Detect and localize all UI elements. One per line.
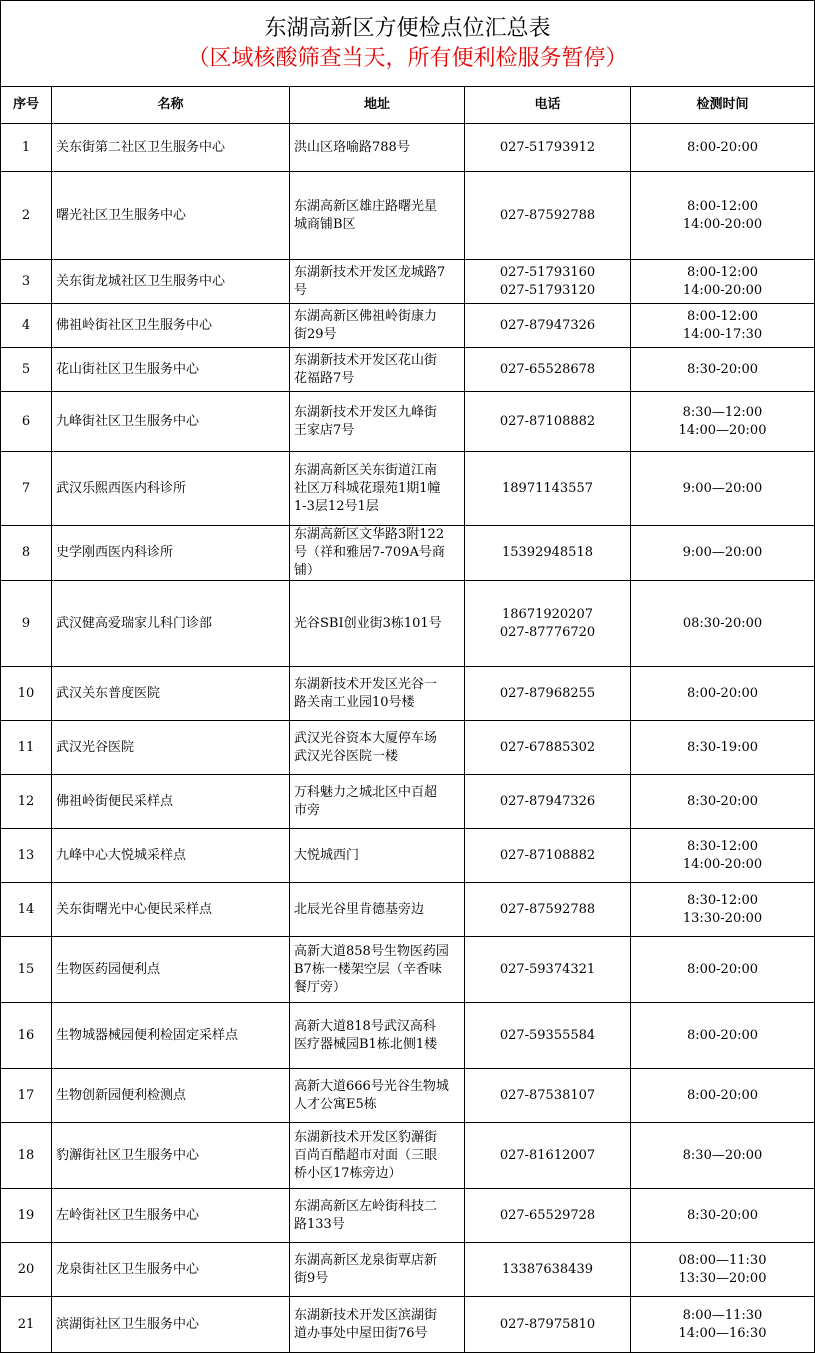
cell-time-line: 8:30-19:00 [686, 739, 759, 755]
cell-time-line: 9:00—20:00 [682, 545, 763, 560]
cell-address-line: 街29号 [294, 326, 337, 342]
cell-address-line: 武汉光谷资本大厦停车场 [294, 730, 438, 746]
cell-time-line: 13:30—20:00 [678, 1270, 767, 1286]
cell-no: 8 [1, 526, 52, 581]
table-row [1, 1243, 815, 1297]
cell-address [290, 304, 465, 348]
cell-time [631, 937, 815, 1003]
cell-time [631, 348, 815, 392]
cell-address-line: 高新大道818号武汉高科 [294, 1018, 436, 1034]
table-row [1, 1069, 815, 1123]
cell-time [631, 775, 815, 829]
cell-time [631, 721, 815, 775]
cell-time-line: 14:00—16:30 [678, 1325, 767, 1341]
cell-address-line: 1-3层12号1层 [294, 498, 379, 514]
cell-phone-line: 027-87776720 [499, 624, 596, 640]
cell-no: 3 [1, 260, 52, 304]
cell-phone [465, 172, 631, 260]
cell-name: 武汉光谷医院 [52, 721, 290, 775]
header-no: 序号 [1, 87, 52, 124]
table-row [1, 304, 815, 348]
table-row [1, 124, 815, 172]
cell-address-line: 王家店7号 [294, 422, 355, 438]
cell-address-line: 洪山区珞喻路788号 [294, 139, 410, 155]
cell-time [631, 883, 815, 937]
cell-time-line: 8:30—12:00 [682, 404, 763, 420]
cell-no: 12 [1, 775, 52, 829]
cell-address-line: 东湖新技术开发区九峰街 [294, 404, 438, 420]
cell-address-line: 路关南工业园10号楼 [294, 694, 415, 710]
table-row [1, 392, 815, 452]
cell-address-line: 东湖新技术开发区花山街 [294, 352, 438, 368]
cell-phone-line: 027-87968255 [499, 685, 596, 701]
cell-address-line: 东湖高新区关东街道江南 [294, 462, 438, 478]
cell-no: 1 [1, 124, 52, 172]
testing-sites-table [0, 86, 815, 1353]
header-row [1, 87, 815, 124]
cell-time-line: 8:00—11:30 [682, 1307, 763, 1323]
cell-no: 15 [1, 937, 52, 1003]
cell-name: 关东街龙城社区卫生服务中心 [52, 260, 290, 304]
cell-phone [465, 1123, 631, 1189]
cell-phone-line: 027-87538107 [499, 1087, 596, 1103]
table-row [1, 829, 815, 883]
table-row [1, 1123, 815, 1189]
table-row [1, 937, 815, 1003]
cell-address [290, 1297, 465, 1353]
cell-time-line: 14:00-20:00 [682, 856, 763, 872]
cell-name: 生物城器械园便利检固定采样点 [52, 1003, 290, 1069]
cell-phone [465, 392, 631, 452]
cell-time-line: 8:30-12:00 [686, 892, 759, 908]
cell-phone [465, 1189, 631, 1243]
cell-name: 关东街曙光中心便民采样点 [52, 883, 290, 937]
cell-time-line: 9:00—20:00 [682, 480, 763, 496]
cell-no: 6 [1, 392, 52, 452]
cell-name: 生物医药园便利点 [52, 937, 290, 1003]
cell-phone [465, 667, 631, 721]
cell-name: 武汉健高爱瑞家儿科门诊部 [52, 581, 290, 667]
cell-address-line: 人才公寓E5栋 [294, 1096, 377, 1112]
cell-name: 九峰中心大悦城采样点 [52, 829, 290, 883]
table-row [1, 667, 815, 721]
cell-name: 关东街第二社区卫生服务中心 [52, 124, 290, 172]
cell-address-line: 百尚百酷超市对面（三眼 [294, 1147, 438, 1163]
cell-address [290, 124, 465, 172]
cell-time-line: 08:00—11:30 [678, 1252, 767, 1268]
cell-time [631, 667, 815, 721]
cell-phone-line: 027-51793912 [499, 139, 596, 155]
cell-time-line: 8:00-12:00 [686, 308, 759, 324]
cell-phone-line: 027-59355584 [499, 1027, 596, 1043]
cell-address-line: 餐厅旁） [294, 979, 347, 995]
cell-name: 花山街社区卫生服务中心 [52, 348, 290, 392]
cell-time-line: 8:00-12:00 [686, 264, 759, 280]
cell-address-line: 号 [294, 282, 308, 298]
cell-time [631, 172, 815, 260]
cell-phone [465, 775, 631, 829]
cell-name: 武汉关东普度医院 [52, 667, 290, 721]
cell-time-line: 8:30-20:00 [686, 793, 759, 809]
cell-time [631, 1297, 815, 1353]
header-time: 检测时间 [631, 87, 815, 124]
cell-name: 佛祖岭街社区卫生服务中心 [52, 304, 290, 348]
cell-time-line: 8:30-12:00 [686, 838, 759, 854]
cell-no: 19 [1, 1189, 52, 1243]
cell-time [631, 260, 815, 304]
cell-address-line: 东湖高新区左岭街科技二 [294, 1198, 438, 1214]
table-row [1, 452, 815, 526]
cell-no: 17 [1, 1069, 52, 1123]
cell-address-line: 东湖高新区佛祖岭街康力 [294, 308, 438, 324]
cell-phone [465, 1243, 631, 1297]
cell-address-line: 花福路7号 [294, 370, 355, 386]
cell-address [290, 260, 465, 304]
cell-no: 7 [1, 452, 52, 526]
table-row [1, 581, 815, 667]
cell-phone-line: 027-87592788 [499, 901, 596, 917]
cell-phone [465, 348, 631, 392]
cell-address-line: 东湖新技术开发区滨湖街 [294, 1307, 438, 1323]
cell-phone-line: 027-81612007 [499, 1147, 596, 1163]
header-name: 名称 [52, 87, 290, 124]
cell-address-line: 北辰光谷里肯德基旁边 [294, 901, 425, 917]
cell-no: 11 [1, 721, 52, 775]
cell-name: 武汉乐熙西医内科诊所 [52, 452, 290, 526]
cell-address-line: 市旁 [294, 802, 321, 818]
cell-address [290, 775, 465, 829]
table-row [1, 775, 815, 829]
cell-time-line: 14:00—20:00 [678, 422, 767, 438]
cell-time [631, 581, 815, 667]
cell-address-line: 东湖高新区雄庄路曙光星 [294, 198, 438, 214]
cell-time-line: 8:00-20:00 [686, 961, 759, 977]
cell-time-line: 14:00-17:30 [682, 326, 763, 342]
cell-time [631, 1069, 815, 1123]
cell-phone-line: 027-65528678 [499, 361, 596, 377]
cell-time-line: 8:00-20:00 [686, 139, 759, 155]
cell-time-line: 8:30—20:00 [682, 1147, 763, 1163]
table-row [1, 526, 815, 581]
cell-phone-line: 027-51793120 [499, 282, 596, 298]
cell-phone-line: 027-67885302 [499, 739, 596, 755]
cell-name: 滨湖街社区卫生服务中心 [52, 1297, 290, 1353]
cell-phone [465, 883, 631, 937]
table-row [1, 1189, 815, 1243]
cell-address [290, 1189, 465, 1243]
cell-time [631, 124, 815, 172]
cell-phone-line: 027-65529728 [499, 1207, 596, 1223]
table-body [1, 124, 815, 1353]
cell-phone-line: 027-87947326 [499, 793, 596, 809]
cell-time [631, 829, 815, 883]
cell-phone-line: 027-87108882 [499, 413, 596, 429]
cell-time [631, 1123, 815, 1189]
cell-no: 2 [1, 172, 52, 260]
cell-address [290, 348, 465, 392]
table-row [1, 883, 815, 937]
cell-phone-line: 027-51793160 [499, 264, 596, 280]
cell-address-line: 铺） [294, 563, 321, 578]
cell-time-line: 8:30-20:00 [686, 1207, 759, 1223]
cell-address-line: 高新大道858号生物医药园 [294, 943, 449, 959]
cell-address [290, 1123, 465, 1189]
cell-phone [465, 1003, 631, 1069]
cell-no: 5 [1, 348, 52, 392]
cell-address [290, 526, 465, 581]
cell-phone [465, 304, 631, 348]
cell-time-line: 08:30-20:00 [682, 615, 763, 631]
cell-name: 史学刚西医内科诊所 [52, 526, 290, 581]
cell-time-line: 8:00-20:00 [686, 685, 759, 701]
cell-no: 9 [1, 581, 52, 667]
cell-address [290, 667, 465, 721]
cell-address [290, 1243, 465, 1297]
cell-name: 左岭街社区卫生服务中心 [52, 1189, 290, 1243]
cell-address [290, 721, 465, 775]
cell-time-line: 14:00-20:00 [682, 282, 763, 298]
cell-no: 21 [1, 1297, 52, 1353]
cell-phone [465, 937, 631, 1003]
cell-address [290, 452, 465, 526]
cell-address-line: 万科魅力之城北区中百超 [294, 784, 438, 800]
cell-time-line: 8:00-20:00 [686, 1027, 759, 1043]
cell-address [290, 172, 465, 260]
cell-name: 生物创新园便利检测点 [52, 1069, 290, 1123]
cell-address-line: 医疗器械园B1栋北侧1楼 [294, 1036, 438, 1052]
table-row [1, 260, 815, 304]
cell-address-line: B7栋一楼架空层（辛香味 [294, 961, 442, 977]
cell-phone-line: 027-87592788 [499, 207, 596, 223]
cell-address-line: 道办事处中屋田街76号 [294, 1325, 428, 1341]
cell-time [631, 1243, 815, 1297]
cell-no: 10 [1, 667, 52, 721]
cell-time [631, 526, 815, 581]
table-row [1, 348, 815, 392]
table-row [1, 721, 815, 775]
cell-address-line: 东湖新技术开发区龙城路7 [294, 264, 446, 280]
table-row [1, 1297, 815, 1353]
cell-address-line: 东湖高新区文华路3附122 [294, 527, 445, 542]
cell-name: 龙泉街社区卫生服务中心 [52, 1243, 290, 1297]
cell-no: 13 [1, 829, 52, 883]
cell-phone [465, 124, 631, 172]
cell-name: 佛祖岭街便民采样点 [52, 775, 290, 829]
cell-address-line: 东湖高新区龙泉街覃店新 [294, 1252, 438, 1268]
cell-address-line: 街9号 [294, 1270, 329, 1286]
cell-phone-line: 027-59374321 [499, 961, 596, 977]
cell-no: 14 [1, 883, 52, 937]
cell-time-line: 8:30-20:00 [686, 361, 759, 377]
cell-phone-line: 027-87975810 [499, 1316, 596, 1332]
cell-time [631, 1189, 815, 1243]
cell-address [290, 1003, 465, 1069]
cell-address-line: 光谷SBI创业街3栋101号 [294, 615, 442, 631]
cell-phone-line: 13387638439 [502, 1261, 593, 1277]
cell-name: 曙光社区卫生服务中心 [52, 172, 290, 260]
cell-address-line: 东湖新技术开发区豹澥街 [294, 1129, 438, 1145]
cell-time-line: 8:00-20:00 [686, 1087, 759, 1103]
cell-time [631, 304, 815, 348]
cell-phone [465, 829, 631, 883]
table-row [1, 1003, 815, 1069]
table-row [1, 172, 815, 260]
cell-phone-line: 027-87108882 [499, 847, 596, 863]
cell-address-line: 武汉光谷医院一楼 [294, 748, 399, 764]
cell-phone [465, 452, 631, 526]
header-phone: 电话 [465, 87, 631, 124]
header-address: 地址 [290, 87, 465, 124]
document-title: 东湖高新区方便检点位汇总表 [264, 16, 551, 41]
cell-address-line: 号（祥和雅居7-709A号商 [294, 545, 445, 560]
cell-time [631, 1003, 815, 1069]
cell-address [290, 581, 465, 667]
cell-address-line: 社区万科城花璟苑1期1幢 [294, 480, 441, 496]
cell-address [290, 392, 465, 452]
cell-no: 20 [1, 1243, 52, 1297]
title-block [0, 0, 815, 86]
document-subtitle: （区域核酸筛查当天，所有便利检服务暂停） [187, 46, 628, 71]
cell-phone-line: 18971143557 [502, 480, 593, 496]
cell-address [290, 1069, 465, 1123]
cell-address-line: 东湖新技术开发区光谷一 [294, 676, 438, 692]
cell-time-line: 8:00-12:00 [686, 198, 759, 214]
cell-address [290, 937, 465, 1003]
cell-address-line: 城商铺B区 [294, 216, 356, 232]
cell-address-line: 大悦城西门 [294, 847, 360, 863]
cell-phone-line: 18671920207 [502, 606, 593, 622]
cell-address [290, 883, 465, 937]
cell-phone-line: 027-87947326 [499, 317, 596, 333]
cell-phone-line: 15392948518 [502, 545, 593, 560]
cell-phone [465, 260, 631, 304]
cell-phone [465, 1297, 631, 1353]
cell-phone [465, 1069, 631, 1123]
cell-phone [465, 581, 631, 667]
cell-time [631, 452, 815, 526]
cell-phone [465, 526, 631, 581]
cell-address [290, 829, 465, 883]
cell-no: 4 [1, 304, 52, 348]
cell-time-line: 14:00-20:00 [682, 216, 763, 232]
cell-name: 豹澥街社区卫生服务中心 [52, 1123, 290, 1189]
cell-name: 九峰街社区卫生服务中心 [52, 392, 290, 452]
cell-time-line: 13:30-20:00 [682, 910, 763, 926]
cell-time [631, 392, 815, 452]
cell-phone [465, 721, 631, 775]
cell-no: 18 [1, 1123, 52, 1189]
cell-no: 16 [1, 1003, 52, 1069]
cell-address-line: 高新大道666号光谷生物城 [294, 1078, 449, 1094]
cell-address-line: 路133号 [294, 1216, 345, 1232]
cell-address-line: 桥小区17栋旁边） [294, 1165, 402, 1181]
